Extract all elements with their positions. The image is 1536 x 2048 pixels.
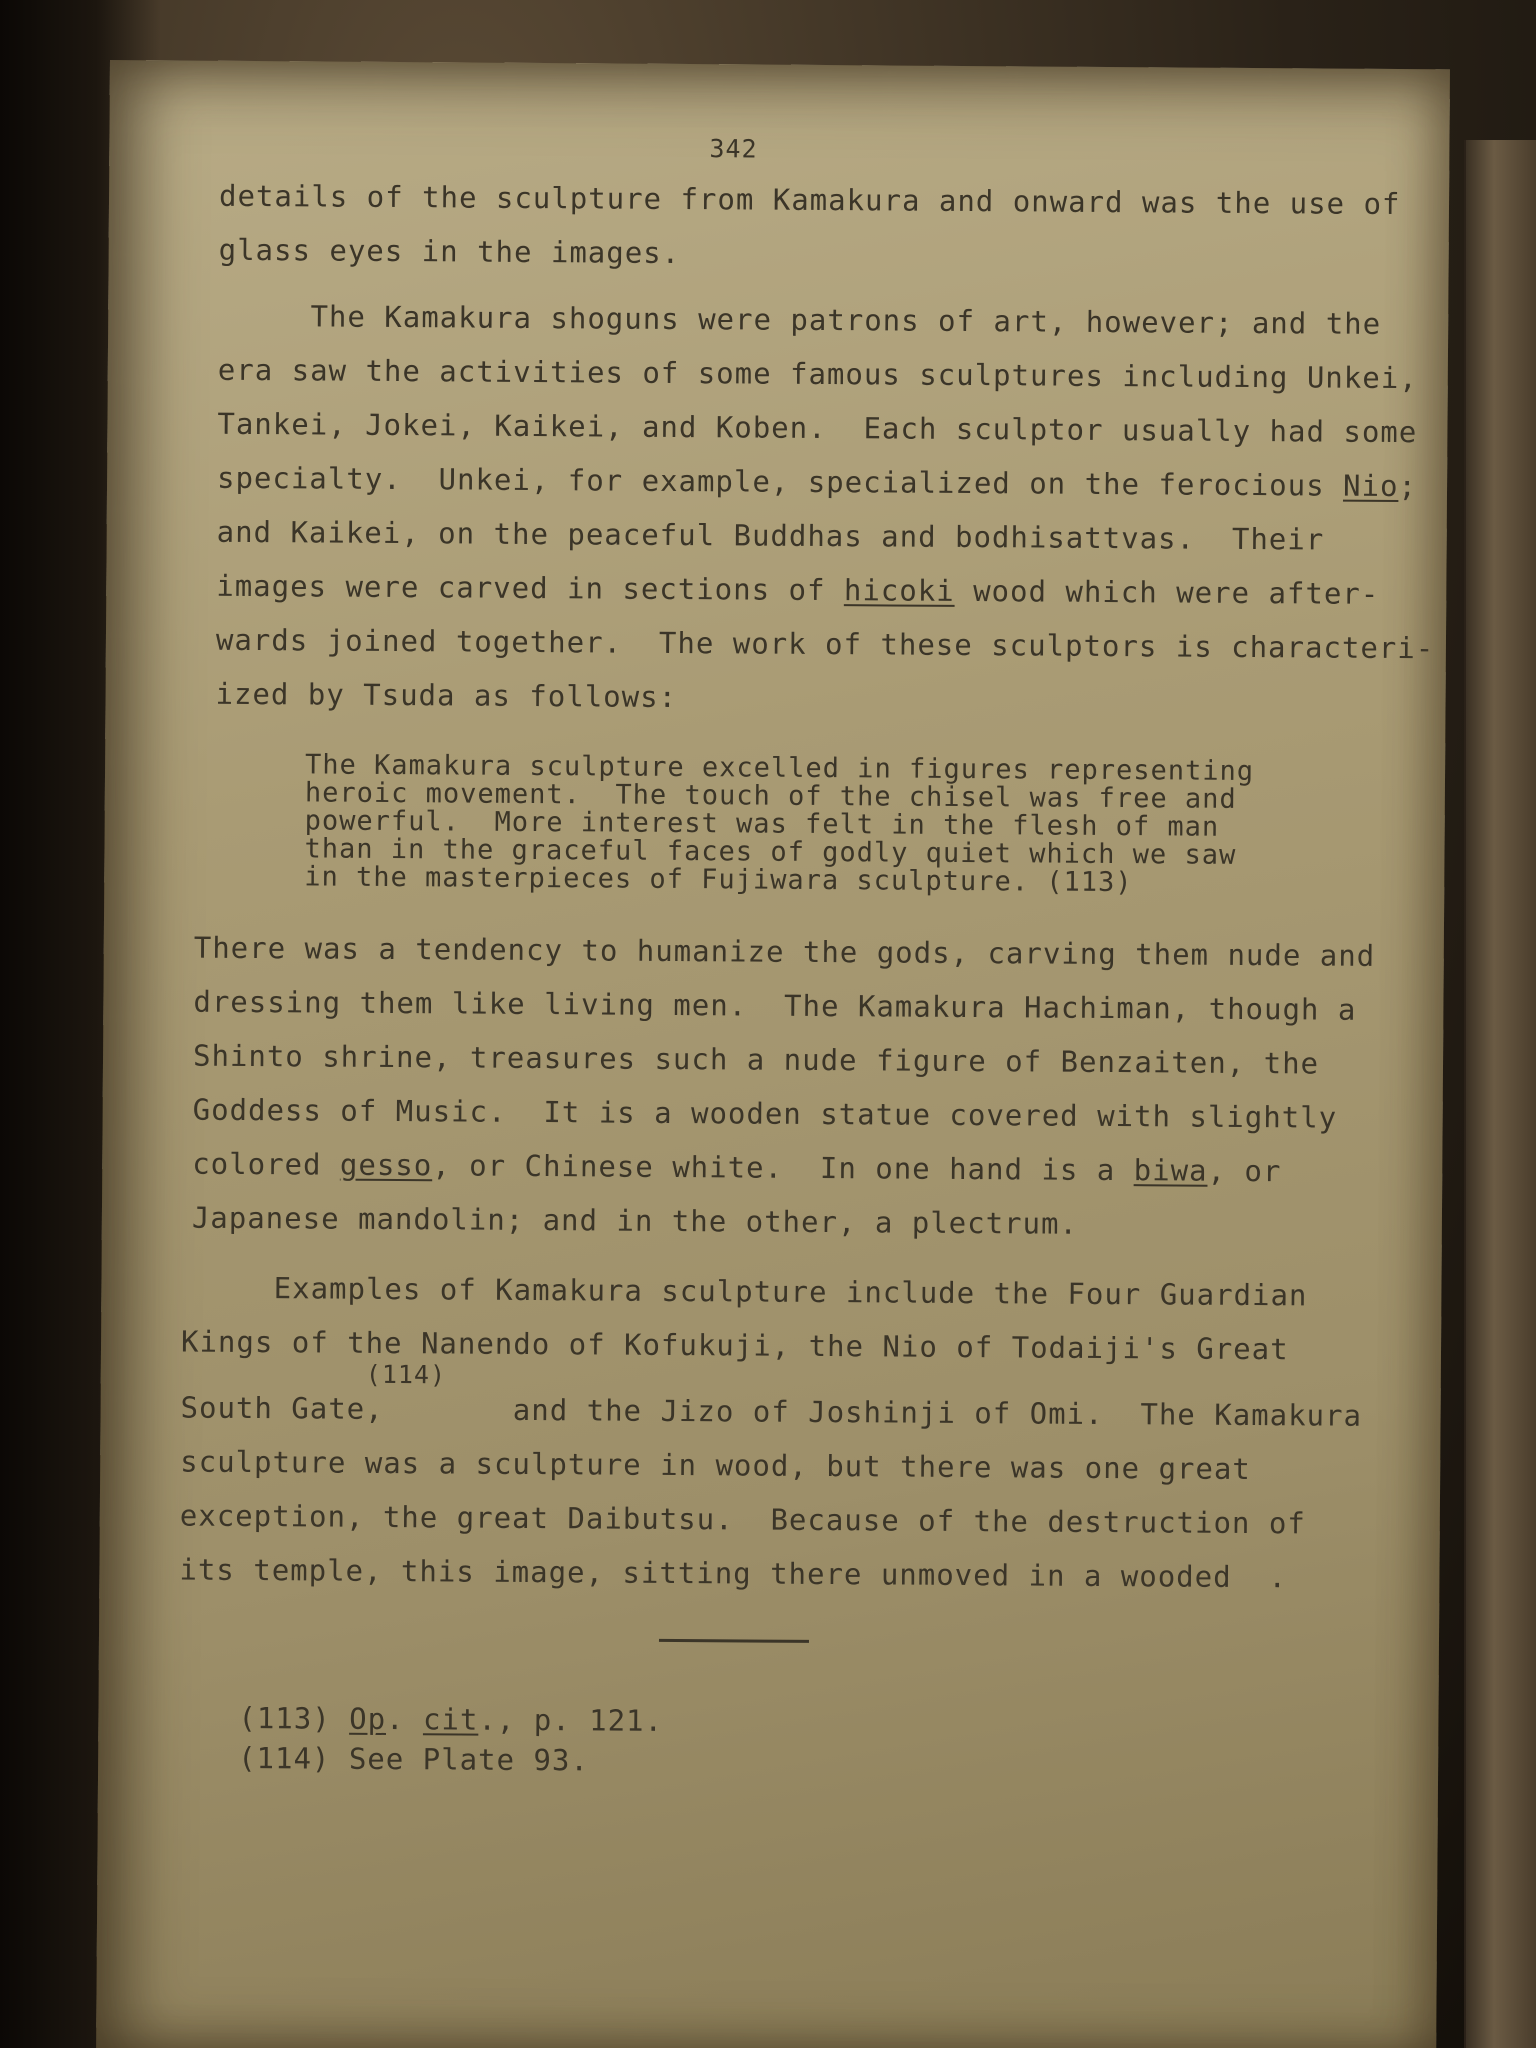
- footnote-114: (114) See Plate 93.: [238, 1740, 589, 1778]
- page-number: 342: [709, 134, 758, 164]
- footnote-separator: [659, 1639, 809, 1643]
- text-line: images were carved in sections of hicoki wood which were after-: [216, 568, 1380, 611]
- term-gesso: gesso: [339, 1147, 433, 1183]
- text-line: Goddess of Music. It is a wooden statue covered with slightly: [192, 1092, 1338, 1135]
- quote-line: The Kamakura sculpture excelled in figures representing: [304, 749, 1255, 788]
- text-line: sculpture was a sculpture in wood, but there was one great: [180, 1444, 1251, 1486]
- book-edge: [1464, 140, 1536, 2048]
- text-line: specialty. Unkei, for example, specialized on the ferocious Nio;: [216, 460, 1418, 504]
- text-line: ized by Tsuda as follows:: [215, 676, 678, 714]
- footnote-marker: (114): [365, 1359, 447, 1390]
- text-line: Japanese mandolin; and in the other, a plectrum.: [191, 1200, 1079, 1241]
- text-line: dressing them like living men. The Kamakura Hachiman, though a: [193, 984, 1357, 1027]
- quote-line: in the masterpieces of Fujiwara sculpture. (113): [304, 861, 1133, 899]
- text-line: wards joined together. The work of these sculptors is characteri-: [215, 622, 1435, 666]
- text-line: There was a tendency to humanize the gods, carving them nude and: [193, 930, 1376, 973]
- text-line: details of the sculpture from Kamakura and onward was the use of: [218, 178, 1401, 222]
- text-line: The Kamakura shoguns were patrons of art, however; and the: [218, 298, 1382, 341]
- term-nio: Nio: [1342, 468, 1399, 504]
- text-line: and Kaikei, on the peaceful Buddhas and bodhisattvas. Their: [216, 514, 1325, 557]
- text-line: exception, the great Daibutsu. Because of the destruction of: [179, 1498, 1306, 1541]
- term-hicoki: hicoki: [843, 573, 955, 608]
- quote-line: powerful. More interest was felt in the flesh of man: [304, 805, 1220, 843]
- text-line: Examples of Kamakura sculpture include the Four Guardian: [181, 1270, 1308, 1313]
- term-biwa: biwa: [1133, 1153, 1208, 1188]
- quote-line: heroic movement. The touch of the chisel was free and: [304, 777, 1237, 815]
- text-line: Shinto shrine, treasures such a nude figure of Benzaiten, the: [192, 1038, 1320, 1081]
- typewritten-page: [96, 60, 1450, 2048]
- text-line: era saw the activities of some famous sculptures including Unkei,: [217, 352, 1418, 396]
- footnote-113: (113) Op. cit., p. 121.: [238, 1700, 664, 1738]
- text-line: colored gesso, or Chinese white. In one hand is a biwa, or: [192, 1146, 1282, 1189]
- text-line: Tankei, Jokei, Kaikei, and Koben. Each sculptor usually had some: [217, 406, 1418, 450]
- text-line: glass eyes in the images.: [218, 232, 681, 270]
- text-line: Kings of the Nanendo of Kofukuji, the Nio of Todaiji's Great: [180, 1324, 1289, 1367]
- text-line: South Gate, and the Jizo of Joshinji of Omi. The Kamakura: [180, 1390, 1363, 1433]
- text-line: its temple, this image, sitting there unmoved in a wooded .: [179, 1552, 1288, 1595]
- quote-line: than in the graceful faces of godly quiet which we saw: [304, 833, 1237, 871]
